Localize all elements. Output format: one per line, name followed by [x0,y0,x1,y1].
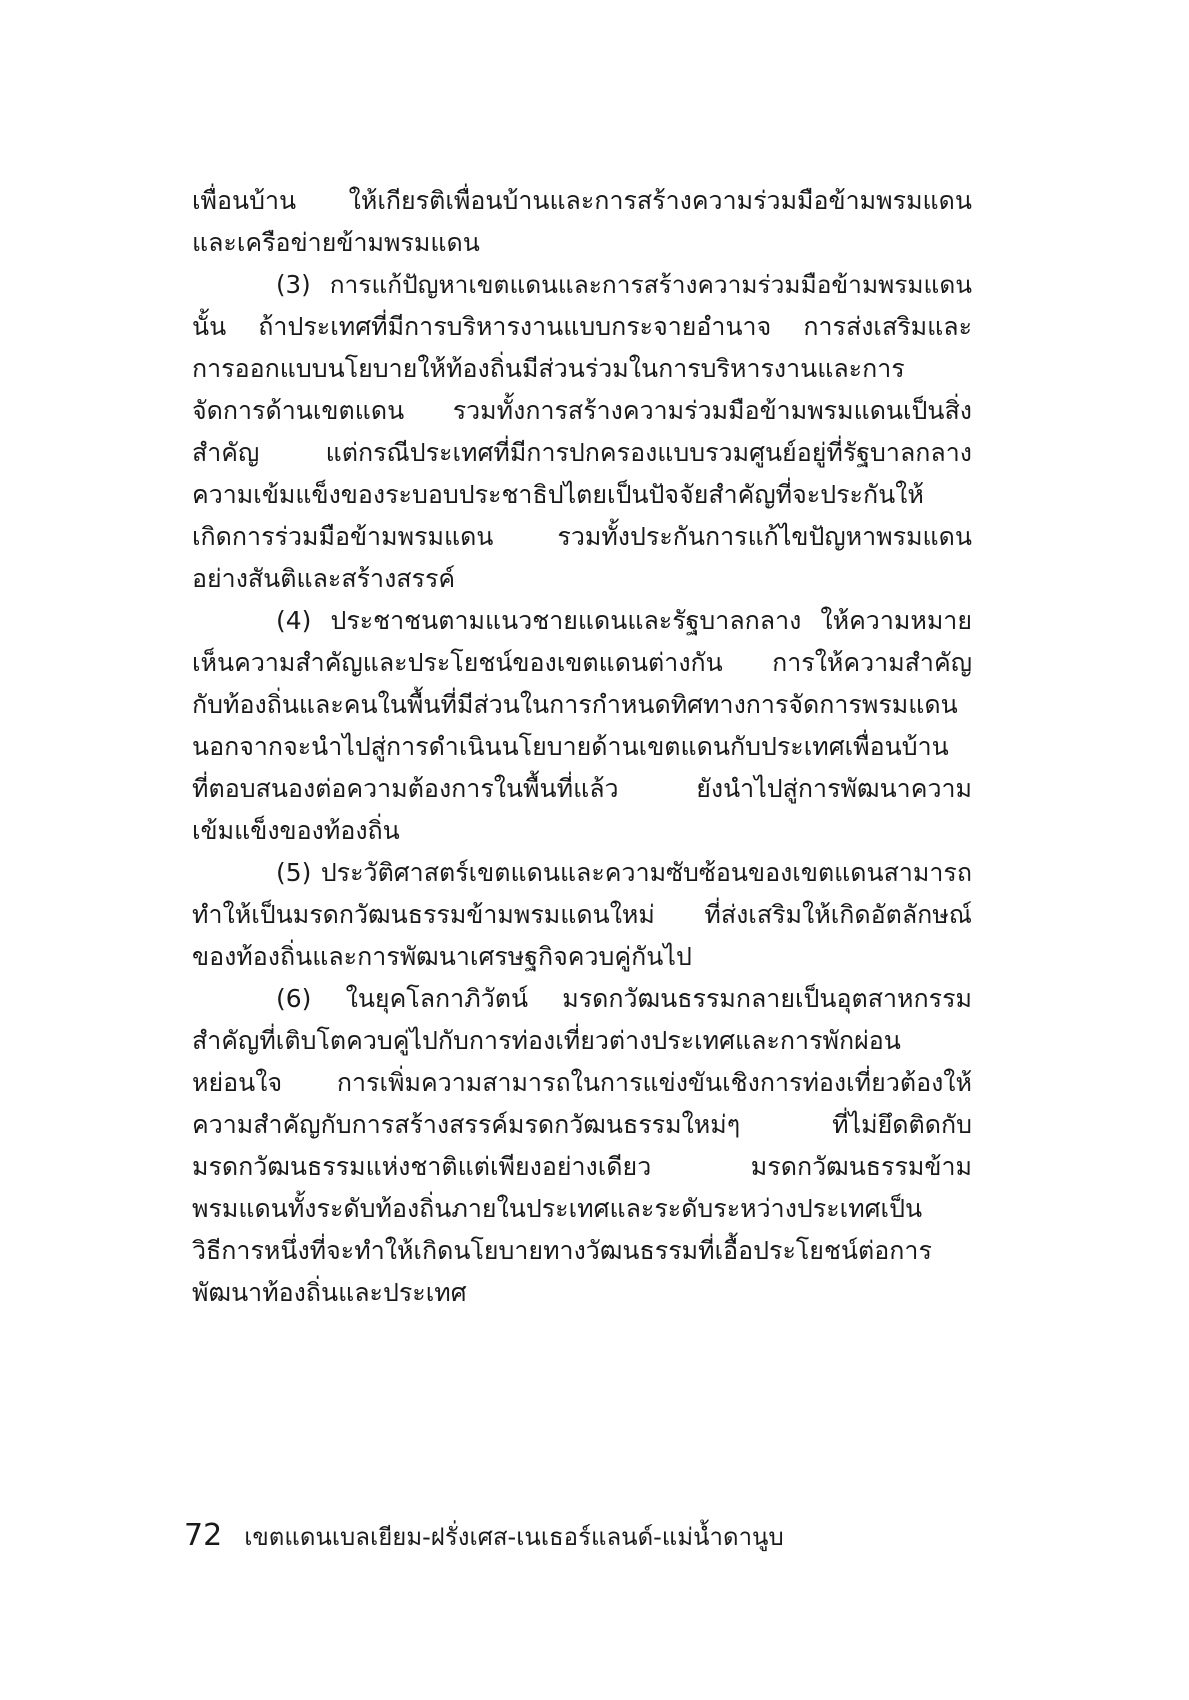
body-line: (3) การแก้ปัญหาเขตแดนและการสร้างความร่วมมือข้ามพรมแดน [276,270,972,299]
body-line: เข้มแข็งของท้องถิ่น [192,816,400,845]
body-line: พรมแดนทั้งระดับท้องถิ่นภายในประเทศและระดับระหว่างประเทศเป็น [192,1194,923,1223]
body-line: และเครือข่ายข้ามพรมแดน [192,228,480,257]
body-line: นั้น ถ้าประเทศที่มีการบริหารงานแบบกระจายอำนาจ การส่งเสริมและ [192,312,972,341]
body-line: ความเข้มแข็งของระบอบประชาธิปไตยเป็นปัจจัยสำคัญที่จะประกันให้ [192,480,924,509]
body-line: (4) ประชาชนตามแนวชายแดนและรัฐบาลกลาง ให้ความหมาย [276,606,972,635]
body-line: สำคัญที่เติบโตควบคู่ไปกับการท่องเที่ยวต่างประเทศและการพักผ่อน [192,1026,901,1055]
body-line: มรดกวัฒนธรรมแห่งชาติแต่เพียงอย่างเดียว มรดกวัฒนธรรมข้าม [192,1152,972,1181]
page-number: 72 [184,1518,223,1553]
body-line: ทำให้เป็นมรดกวัฒนธรรมข้ามพรมแดนใหม่ ที่ส่งเสริมให้เกิดอัตลักษณ์ [192,900,972,929]
page-body [192,180,972,1314]
body-line: เพื่อนบ้าน ให้เกียรติเพื่อนบ้านและการสร้างความร่วมมือข้ามพรมแดน [192,186,972,215]
body-line: (6) ในยุคโลกาภิวัตน์ มรดกวัฒนธรรมกลายเป็นอุตสาหกรรม [276,984,972,1013]
body-line: สำคัญ แต่กรณีประเทศที่มีการปกครองแบบรวมศูนย์อยู่ที่รัฐบาลกลาง [192,438,972,467]
body-line: ของท้องถิ่นและการพัฒนาเศรษฐกิจควบคู่กันไป [192,942,692,971]
body-line: ที่ตอบสนองต่อความต้องการในพื้นที่แล้ว ยังนำไปสู่การพัฒนาความ [192,774,972,803]
running-title: เขตแดนเบลเยียม-ฝรั่งเศส-เนเธอร์แลนด์-แม่น้ำดานูบ [244,1523,784,1551]
body-line: วิธีการหนึ่งที่จะทำให้เกิดนโยบายทางวัฒนธรรมที่เอื้อประโยชน์ต่อการ [192,1236,932,1265]
body-line: นอกจากจะนำไปสู่การดำเนินนโยบายด้านเขตแดนกับประเทศเพื่อนบ้าน [192,732,949,761]
body-line: พัฒนาท้องถิ่นและประเทศ [192,1278,467,1307]
body-line: จัดการด้านเขตแดน รวมทั้งการสร้างความร่วมมือข้ามพรมแดนเป็นสิ่ง [192,396,972,425]
body-line: การออกแบบนโยบายให้ท้องถิ่นมีส่วนร่วมในการบริหารงานและการ [192,354,905,383]
body-line: อย่างสันติและสร้างสรรค์ [192,564,456,593]
body-line: (5) ประวัติศาสตร์เขตแดนและความซับซ้อนของเขตแดนสามารถ [276,858,972,887]
body-line: ความสำคัญกับการสร้างสรรค์มรดกวัฒนธรรมใหม่ๆ ที่ไม่ยึดติดกับ [192,1110,972,1139]
page-footer [184,1517,784,1557]
body-line: เกิดการร่วมมือข้ามพรมแดน รวมทั้งประกันการแก้ไขปัญหาพรมแดน [192,522,972,551]
body-line: หย่อนใจ การเพิ่มความสามารถในการแข่งขันเชิงการท่องเที่ยวต้องให้ [192,1068,972,1097]
body-line: กับท้องถิ่นและคนในพื้นที่มีส่วนในการกำหนดทิศทางการจัดการพรมแดน [192,690,958,719]
body-line: เห็นความสำคัญและประโยชน์ของเขตแดนต่างกัน การให้ความสำคัญ [192,648,972,677]
